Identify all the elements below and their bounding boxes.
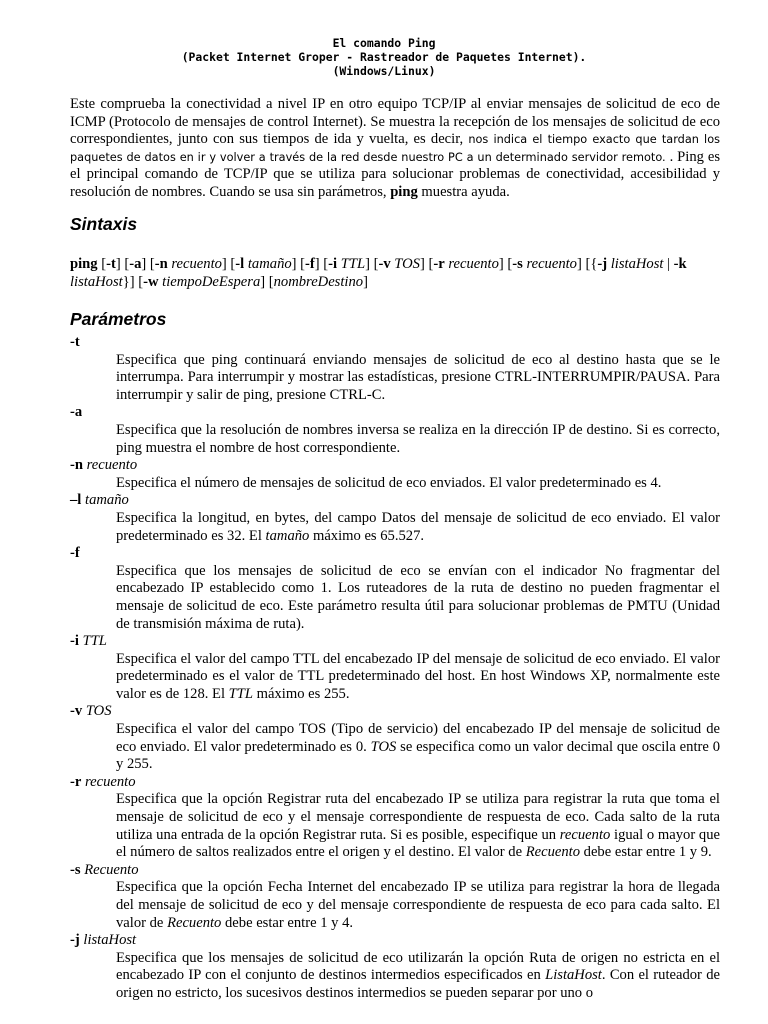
- syntax-segment: listaHost: [610, 256, 664, 272]
- param-description-segment: máximo es 255.: [253, 685, 350, 702]
- heading-sintaxis: Sintaxis: [70, 214, 138, 234]
- syntax-segment: -l: [235, 256, 245, 272]
- syntax-segment: ] [: [115, 256, 130, 272]
- syntax-segment: |: [663, 256, 674, 272]
- param-description-f: [116, 563, 720, 633]
- syntax-segment: ] [: [221, 256, 236, 272]
- param-description-segment: Especifica que los mensajes de solicitud de eco se envían con el indicador No fragmentar del encabezado IP establecido como 1. Los ruteadores de la ruta de destino no pueden fragmentar el mensaje de solicitud de eco. Este parámetro resulta útil para solucionar problemas de PMTU (Unidad de transmisión máxima de ruta).: [116, 562, 720, 632]
- param-description-a: [116, 422, 720, 457]
- param-name-segment: tamaño: [85, 492, 129, 509]
- param-name-segment: recuento: [86, 457, 138, 474]
- param-name-segment: TOS: [85, 703, 112, 720]
- syntax-segment: TOS: [394, 256, 420, 272]
- syntax-segment: -v: [378, 256, 391, 272]
- syntax-segment: -s: [512, 256, 523, 272]
- param-name-segment: -v: [70, 703, 83, 720]
- param-name-segment: -t: [70, 334, 80, 350]
- syntax-segment: -n: [154, 256, 168, 272]
- syntax-segment: -a: [129, 256, 142, 272]
- syntax-segment: [: [97, 256, 107, 272]
- syntax-segment: -w: [143, 273, 159, 290]
- syntax-segment: recuento: [171, 256, 222, 272]
- param-name-segment: -r: [70, 773, 82, 790]
- param-description-t: [116, 352, 720, 405]
- param-description-segment: Especifica que la opción Fecha Internet del encabezado IP se utiliza para registrar la hora de llegada del mensaje de solicitud de eco y del mensaje correspondiente de respuesta de eco para cada salto. El valor de: [116, 879, 720, 931]
- syntax-segment: ] [: [314, 256, 329, 272]
- param-description-l: [116, 510, 720, 545]
- param-name-segment: -n: [70, 457, 83, 474]
- intro-ping-command: ping: [390, 183, 418, 200]
- syntax-segment: ]: [363, 273, 368, 290]
- syntax-segment: -i: [328, 256, 338, 272]
- param-description-segment: Especifica el valor del campo TTL del encabezado IP del mensaje de solicitud de eco enviado. El valor predeterminado es el valor de TTL predeterminado del host. En host Windows XP, normalmente este valor es de 128. El: [116, 650, 720, 702]
- param-name-segment: -i: [70, 633, 79, 650]
- syntax-segment: }] [: [122, 273, 144, 290]
- param-description-segment: TOS: [370, 738, 397, 755]
- title-line-1: El comando Ping: [332, 36, 436, 50]
- parameters-list: [70, 334, 720, 1003]
- param-name-l: [70, 492, 720, 510]
- param-name-t: [70, 334, 720, 352]
- param-name-i: [70, 633, 720, 651]
- title-line-2: (Packet Internet Groper - Rastreador de Paquetes Internet).: [181, 50, 587, 64]
- param-description-segment: Recuento: [167, 914, 222, 931]
- param-name-segment: -f: [70, 545, 80, 562]
- syntax-segment: ] [: [291, 256, 306, 272]
- param-description-segment: Especifica que los mensajes de solicitud de eco utilizarán la opción Ruta de origen no estricta en el encabezado IP con el conjunto de destinos intermedios especificados en: [116, 949, 720, 984]
- param-name-segment: listaHost: [83, 932, 137, 949]
- syntax-segment: -t: [106, 256, 116, 272]
- param-description-segment: tamaño: [265, 527, 310, 544]
- param-description-segment: igual o mayor que el número de saltos realizados entre el origen y el destino. El valor de: [116, 826, 720, 861]
- syntax-segment: nombreDestino: [273, 273, 364, 290]
- param-description-r: [116, 791, 720, 861]
- intro-text-4: muestra ayuda.: [417, 183, 510, 200]
- param-description-segment: Especifica la longitud, en bytes, del campo Datos del mensaje de solicitud de eco enviado. El valor predeterminado es 32. El: [116, 509, 720, 544]
- intro-text-sans: nos indica el tiempo exacto que tardan los paquetes de datos en ir y volver a través de la red desde nuestro PC a un determinado servidor remoto.: [70, 133, 720, 164]
- param-name-segment: recuento: [85, 773, 136, 790]
- param-description-j: [116, 950, 720, 1003]
- title-line-3: (Windows/Linux): [332, 64, 436, 78]
- param-name-f: [70, 545, 720, 563]
- param-description-segment: debe estar entre 1 y 9.: [580, 844, 712, 861]
- syntax-segment: ] [: [141, 256, 155, 272]
- param-description-segment: . Con el ruteador de origen no estricto, los sucesivos destinos intermedios se pueden separar por uno o: [116, 967, 720, 1001]
- param-name-r: [70, 774, 720, 792]
- param-description-s: [116, 879, 720, 932]
- param-description-segment: recuento: [559, 826, 611, 843]
- syntax-segment: tamaño: [247, 256, 292, 272]
- param-description-segment: Especifica el valor del campo TOS (Tipo de servicio) del encabezado IP del mensaje de solicitud de eco enviado. El valor predeterminado es 0.: [116, 721, 720, 755]
- param-name-s: [70, 862, 720, 880]
- param-name-a: [70, 404, 720, 422]
- syntax-segment: -k: [673, 256, 687, 272]
- syntax-segment: recuento: [526, 256, 577, 272]
- param-description-v: [116, 721, 720, 774]
- param-name-segment: -j: [70, 932, 80, 949]
- param-description-segment: debe estar entre 1 y 4.: [221, 914, 354, 931]
- syntax-segment: ] [: [365, 256, 379, 272]
- param-name-segment: -a: [70, 404, 83, 421]
- param-description-segment: Especifica que ping continuará enviando mensajes de solicitud de eco al destino hasta que se le interrumpa. Para interrumpir y mostrar las estadísticas, presione CTRL-INTERRUMPIR/PAUSA. Para interrumpir y salir de ping, presione CTRL-C.: [116, 351, 720, 403]
- param-name-segment: -s: [70, 861, 81, 878]
- param-description-i: [116, 651, 720, 704]
- document-title: [0, 36, 768, 78]
- param-description-segment: TTL: [228, 685, 254, 702]
- syntax-segment: -r: [433, 256, 445, 272]
- param-description-segment: ListaHost: [545, 967, 602, 984]
- syntax-segment: ] [: [260, 273, 274, 290]
- param-description-n: [116, 475, 720, 493]
- param-description-segment: Especifica que la opción Registrar ruta del encabezado IP se utiliza para registrar la ruta que toma el mensaje de solicitud de eco y el mensaje correspondiente de respuesta de eco. Cada salto de la ruta utiliza una entrada de la opción Registrar ruta. Si es posible, especifique un: [116, 791, 720, 843]
- param-name-v: [70, 703, 720, 721]
- syntax-line: [70, 256, 720, 291]
- syntax-segment: TTL: [340, 256, 366, 272]
- param-name-n: [70, 457, 720, 475]
- syntax-segment: listaHost: [70, 273, 123, 290]
- param-name-segment: Recuento: [84, 861, 139, 878]
- param-description-segment: Recuento: [525, 844, 580, 861]
- param-description-segment: Especifica el número de mensajes de solicitud de eco enviados. El valor predeterminado es 4.: [116, 474, 662, 491]
- param-description-segment: Especifica que la resolución de nombres inversa se realiza en la dirección IP de destino. Si es correcto, ping muestra el nombre de host correspondiente.: [116, 421, 720, 456]
- param-name-segment: –l: [70, 492, 82, 509]
- syntax-segment: tiempoDeEspera: [162, 273, 261, 290]
- syntax-segment: ] [: [419, 256, 434, 272]
- intro-text-1: Este comprueba la conectividad a nivel IP en otro equipo TCP/IP al enviar mensajes de solicitud de eco de ICMP (Protocolo de mensajes de control Internet). Se muestra la recepción de los mensajes de solicitud de eco correspondientes, junto con sus tiempos de ida y vuelta, es decir,: [70, 96, 720, 148]
- syntax-segment: -j: [597, 256, 608, 272]
- heading-parametros: Parámetros: [70, 309, 167, 329]
- syntax-segment: ] [{: [576, 256, 598, 272]
- syntax-segment: recuento: [448, 256, 499, 272]
- syntax-segment: ] [: [498, 256, 513, 272]
- param-name-j: [70, 932, 720, 950]
- syntax-segment: ping: [70, 256, 98, 272]
- param-description-segment: máximo es 65.527.: [309, 527, 425, 544]
- syntax-segment: -f: [305, 256, 315, 272]
- param-description-segment: se especifica como un valor decimal que oscila entre 0 y 255.: [116, 738, 720, 773]
- param-name-segment: TTL: [82, 633, 107, 650]
- intro-text-3: . Ping es el principal comando de TCP/IP que se utiliza para solucionar problemas de conectividad, accesibilidad y resolución de nombres. Cuando se usa sin parámetros,: [70, 148, 720, 200]
- intro-paragraph: [70, 96, 720, 202]
